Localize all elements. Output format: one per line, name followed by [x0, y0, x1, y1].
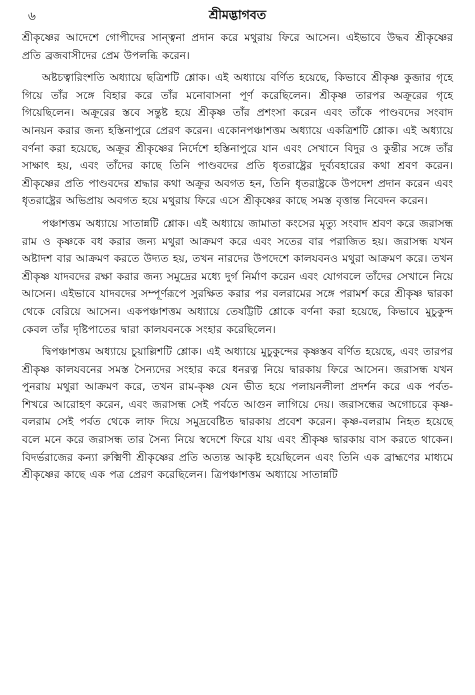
body-text: [22, 30, 453, 485]
paragraph-2: অষ্টচত্বারিংশতি অধ্যায়ে ছত্রিশটি শ্লোক। এই অধ্যায়ে বর্ণিত হয়েছে, কিভাবে শ্রীকৃষ্ণ কুব্জার গৃহে গিয়ে তাঁর সঙ্গে বিহার করে তাঁর মনোবাসনা পূর্ণ করেছিলেন। শ্রীকৃষ্ণ তারপর অক্রূরের গৃহে গিয়েছিলেন। অক্রূরের স্তবে সন্তুষ্ট হয়ে শ্রীকৃষ্ণ তাঁর প্রশংসা করেন এবং তাঁকে পাণ্ডবদের সংবাদ আনয়ন করার জন্য হস্তিনাপুরে প্রেরণ করেন। একোনপঞ্চাশত্তম অধ্যায়ে একত্রিশটি শ্লোক। এই অধ্যায়ে বর্ণনা করা হয়েছে, অক্রূর শ্রীকৃষ্ণের নির্দেশে হস্তিনাপুরে যান এবং সেখানে বিদুর ও কুন্তীর সঙ্গে তাঁর সাক্ষাৎ হয়, এবং তাঁদের কাছে তিনি পাণ্ডবদের প্রতি ধৃতরাষ্ট্রের দুর্ব্যবহারের কথা শ্রবণ করেন। শ্রীকৃষ্ণের প্রতি পাণ্ডবদের শ্রদ্ধার কথা অক্রূর অবগত হন, তিনি ধৃতরাষ্ট্রকে উপদেশ প্রদান করেন এবং ধৃতরাষ্ট্রের অভিপ্রায় অবগত হয়ে মথুরায় ফিরে এসে শ্রীকৃষ্ণের কাছে সমস্ত বৃত্তান্ত নিবেদন করেন।: [22, 72, 453, 208]
page-number: ৬: [28, 9, 36, 23]
running-title: শ্রীমদ্ভাগবত: [208, 7, 267, 22]
paragraph-4: দ্বিপঞ্চাশত্তম অধ্যায়ে চুয়াল্লিশটি শ্লোক। এই অধ্যায়ে মুচুকুন্দের কৃষ্ণস্তব বর্ণিত হয়েছে, এবং তারপর শ্রীকৃষ্ণ কালযবনের সমস্ত সৈন্যদের সংহার করে ধনরত্ন নিয়ে দ্বারকায় ফিরে আসেন। জরাসন্ধ যখন পুনরায় মথুরা আক্রমণ করে, তখন রাম-কৃষ্ণ যেন ভীত হয়ে পলায়নলীলা প্রদর্শন করে এক পর্বত-শিখরে আরোহণ করেন, এবং জরাসন্ধ সেই পর্বতে আগুন লাগিয়ে দেয়। জরাসন্ধের অগোচরে কৃষ্ণ-বলরাম সেই পর্বত থেকে লাফ দিয়ে সমুদ্রবেষ্টিত দ্বারকায় প্রবেশ করেন। কৃষ্ণ-বলরাম নিহত হয়েছে বলে মনে করে জরাসন্ধ তার সৈন্য নিয়ে স্বদেশে ফিরে যায় এবং শ্রীকৃষ্ণ দ্বারকায় বাস করতে থাকেন। বিদর্ভরাজের কন্যা রুক্মিণী শ্রীকৃষ্ণের প্রতি অত্যন্ত আকৃষ্ট হয়েছিলেন এবং তিনি এক ব্রাহ্মণের মাধ্যমে শ্রীকৃষ্ণের কাছে এক পত্র প্রেরণ করেছিলেন। ত্রিপঞ্চাশত্তম অধ্যায়ে সাতান্নটি: [22, 346, 453, 482]
paragraph-1: শ্রীকৃষ্ণের আদেশে গোপীদের সান্ত্বনা প্রদান করে মথুরায় ফিরে আসেন। এইভাবে উদ্ধব শ্রীকৃষ্ণের প্রতি ব্রজবাসীদের প্রেম উপলব্ধি করেন।: [22, 32, 453, 62]
paragraph-3: পঞ্চাশত্তম অধ্যায়ে সাতান্নটি শ্লোক। এই অধ্যায়ে জামাতা কংসের মৃত্যু সংবাদ শ্রবণ করে জরাসন্ধ রাম ও কৃষ্ণকে বধ করার জন্য মথুরা আক্রমণ করে এবং সতের বার পরাজিত হয়। জরাসন্ধ যখন অষ্টাদশ বার আক্রমণ করতে উদ্যত হয়, তখন নারদের উপদেশে কালযবনও মথুরা আক্রমণ করে। তখন শ্রীকৃষ্ণ যাদবদের রক্ষা করার জন্য সমুদ্রের মধ্যে দুর্গ নির্মাণ করেন এবং যোগবলে তাঁদের সেখানে নিয়ে আসেন। এইভাবে যাদবদের সম্পূর্ণরূপে সুরক্ষিত করার পর বলরামের সঙ্গে পরামর্শ করে শ্রীকৃষ্ণ দ্বারকা থেকে বেরিয়ে আসেন। একপঞ্চাশত্তম অধ্যায়ে তেষট্টিটি শ্লোকে বর্ণনা করা হয়েছে, কিভাবে মুচুকুন্দ কেবল তাঁর দৃষ্টিপাতের দ্বারা কালযবনকে সংহার করেছিলেন।: [22, 217, 454, 336]
page-header: [22, 6, 453, 26]
